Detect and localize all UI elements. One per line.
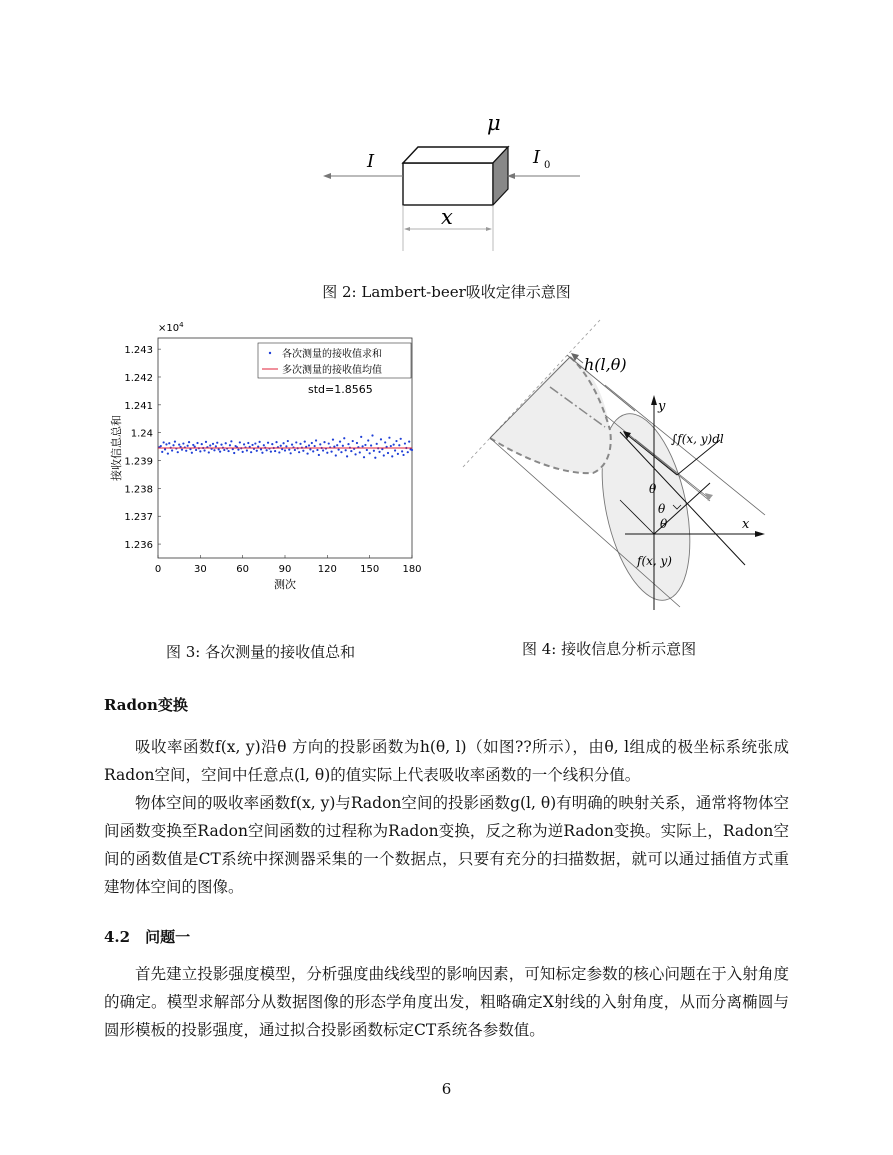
data-point [309, 448, 311, 450]
data-point [188, 441, 190, 443]
data-point [388, 437, 390, 439]
data-point [378, 451, 380, 453]
data-point [278, 451, 280, 453]
data-point [178, 444, 180, 446]
data-point [194, 446, 196, 448]
data-point [369, 452, 371, 454]
data-point [285, 445, 287, 447]
data-point [404, 442, 406, 444]
y-tick-label: 1.24 [130, 428, 153, 440]
data-point [340, 451, 342, 453]
projection-region [490, 357, 611, 473]
data-point [290, 452, 292, 454]
data-point [212, 443, 214, 445]
y-tick-label: 1.241 [124, 400, 153, 412]
arrow-left-icon [323, 173, 331, 179]
data-point [288, 449, 290, 451]
x-tick-label: 120 [317, 564, 337, 575]
section-4-2-body [104, 960, 789, 1044]
data-point [220, 444, 222, 446]
data-point [233, 452, 235, 454]
data-point [218, 448, 220, 450]
data-point [335, 454, 337, 456]
data-point [260, 448, 262, 450]
data-point [284, 449, 286, 451]
data-point [401, 450, 403, 452]
data-point [395, 440, 397, 442]
data-point [182, 442, 184, 444]
data-point [199, 450, 201, 452]
data-point [160, 445, 162, 447]
data-point [350, 450, 352, 452]
x-tick-label: 30 [193, 564, 207, 575]
data-point [215, 445, 217, 447]
data-point [209, 444, 211, 446]
data-point [352, 440, 354, 442]
y-tick-label: 1.237 [124, 512, 153, 524]
x-axis-label: x [742, 517, 750, 532]
data-point [367, 439, 369, 441]
data-point [318, 454, 320, 456]
data-point [407, 451, 409, 453]
data-point [270, 451, 272, 453]
data-point [247, 442, 249, 444]
x-label: x [441, 205, 453, 229]
theta-label-2: θ [658, 502, 666, 516]
data-point [174, 440, 176, 442]
x-tick-label: 150 [360, 564, 380, 575]
data-point [246, 449, 248, 451]
data-point [316, 449, 318, 451]
legend-entry-mean: 多次测量的接收值均值 [282, 365, 382, 376]
data-point [343, 437, 345, 439]
data-point [339, 440, 341, 442]
data-point [172, 444, 174, 446]
data-point [203, 449, 205, 451]
data-point [191, 452, 193, 454]
data-point [242, 451, 244, 453]
integral-label: ∫f(x, y)dl [671, 432, 724, 446]
data-point [280, 445, 282, 447]
y-multiplier-label: $\times 10^4$ [158, 321, 184, 334]
data-point [196, 442, 198, 444]
data-point [315, 439, 317, 441]
data-point [287, 440, 289, 442]
data-point [205, 441, 207, 443]
data-point [282, 442, 284, 444]
std-annotation: std=1.8565 [308, 383, 373, 396]
data-point [397, 453, 399, 455]
data-point [393, 444, 395, 446]
data-point [363, 456, 365, 458]
paragraph: 物体空间的吸收率函数f(x, y)与Radon空间的投影函数g(l, θ)有明确的映射关系，通常将物体空间函数变换至Radon空间函数的过程称为Radon变换，反之称为逆Radon变换。实际上，Radon空间的函数值是CT系统中探测器采集的一个数据点，只要有充分的扫描数据，就可以通过插值方式重建物体空间的图像。 [104, 794, 789, 896]
y-tick-label: 1.239 [124, 456, 153, 468]
data-point [229, 444, 231, 446]
data-point [338, 449, 340, 451]
data-point [390, 445, 392, 447]
data-point [336, 444, 338, 446]
data-point [323, 441, 325, 443]
paragraph: 吸收率函数f(x, y)沿θ 方向的投影函数为h(θ, l)（如图??所示），由θ, l组成的极坐标系统张成Radon空间，空间中任意点(l, θ)的值实际上代表吸收率函数的一个线积分值。 [104, 738, 789, 784]
data-point [408, 440, 410, 442]
data-point [257, 446, 259, 448]
data-point [304, 440, 306, 442]
legend-entry-points: 各次测量的接收值求和 [282, 349, 382, 360]
data-point [347, 443, 349, 445]
data-point [195, 449, 197, 451]
data-point [402, 454, 404, 456]
data-point [163, 441, 165, 443]
data-point [263, 444, 265, 446]
theta-label-1: θ [649, 482, 657, 496]
data-point [213, 449, 215, 451]
data-point [275, 441, 277, 443]
data-point [266, 449, 268, 451]
i-label: I [367, 151, 375, 172]
data-point [164, 448, 166, 450]
data-point [187, 445, 189, 447]
data-point [333, 446, 335, 448]
data-point [387, 452, 389, 454]
data-point [177, 451, 179, 453]
page-number: 6 [441, 1080, 452, 1098]
data-point [294, 449, 296, 451]
figure-4-diagram [455, 315, 785, 610]
data-point [219, 451, 221, 453]
data-point [192, 444, 194, 446]
data-point [394, 449, 396, 451]
data-point [330, 451, 332, 453]
data-point [308, 444, 310, 446]
data-point [254, 442, 256, 444]
arrow-icon [705, 493, 713, 501]
figure-4-caption: 图 4: 接收信息分析示意图 [522, 640, 697, 658]
data-point [302, 450, 304, 452]
data-point [223, 449, 225, 451]
data-point [171, 449, 173, 451]
data-point [230, 440, 232, 442]
x-tick-label: 60 [236, 564, 250, 575]
figure-2-diagram [315, 105, 585, 255]
data-point [384, 441, 386, 443]
legend-point-marker [269, 352, 271, 354]
data-point [256, 450, 258, 452]
absorber-box-top [403, 147, 508, 163]
data-point [366, 449, 368, 451]
data-point [259, 441, 261, 443]
section-radon-body [104, 733, 789, 901]
data-point [243, 443, 245, 445]
data-point [299, 443, 301, 445]
data-point [400, 438, 402, 440]
i0-label: I [533, 147, 541, 168]
data-point [237, 449, 239, 451]
data-point [360, 436, 362, 438]
y-tick-label: 1.242 [124, 372, 153, 384]
data-point [319, 443, 321, 445]
data-point [251, 444, 253, 446]
data-point [208, 451, 210, 453]
data-point [374, 457, 376, 459]
section-title-4-2: 4.2 问题一 [104, 928, 191, 946]
data-point [161, 451, 163, 453]
f-xy-label: f(x, y) [637, 554, 672, 568]
y-axis-label: 接收信息总和 [110, 415, 123, 481]
data-point [383, 454, 385, 456]
data-point [295, 441, 297, 443]
data-point [346, 455, 348, 457]
data-point [345, 449, 347, 451]
data-point [359, 451, 361, 453]
data-point [185, 450, 187, 452]
data-point [411, 449, 413, 451]
data-point [167, 452, 169, 454]
data-point [371, 434, 373, 436]
h-function-label: h(l,θ) [584, 355, 627, 374]
data-point [373, 450, 375, 452]
data-point [354, 453, 356, 455]
data-point [239, 441, 241, 443]
mu-label: μ [487, 111, 501, 135]
y-tick-label: 1.236 [124, 540, 153, 552]
data-point [356, 442, 358, 444]
data-point [391, 455, 393, 457]
data-point [261, 452, 263, 454]
y-tick-label: 1.238 [124, 484, 153, 496]
data-point [271, 443, 273, 445]
x-tick-label: 0 [154, 564, 162, 575]
data-point [165, 443, 167, 445]
section-title-radon: Radon变换 [104, 696, 188, 714]
figure-3-caption: 图 3: 各次测量的接收值总和 [166, 643, 356, 661]
data-point [201, 443, 203, 445]
data-point [370, 444, 372, 446]
x-axis-label: 测次 [274, 578, 296, 591]
data-point [227, 450, 229, 452]
data-point [267, 442, 269, 444]
data-point [342, 445, 344, 447]
data-point [314, 445, 316, 447]
data-point [398, 444, 400, 446]
figure-3-chart [98, 318, 438, 598]
data-point [376, 443, 378, 445]
y-tick-label: 1.243 [124, 345, 153, 357]
x-tick-label: 180 [402, 564, 422, 575]
data-point [322, 449, 324, 451]
data-point [328, 442, 330, 444]
chart-legend [258, 343, 411, 378]
data-point [380, 438, 382, 440]
i0-subscript: 0 [544, 160, 551, 171]
absorber-box-front [403, 163, 493, 205]
data-point [326, 452, 328, 454]
data-point [362, 445, 364, 447]
data-point [364, 444, 366, 446]
data-point [311, 442, 313, 444]
data-point [250, 451, 252, 453]
data-point [332, 439, 334, 441]
y-axis-label: y [658, 399, 666, 414]
data-point [274, 450, 276, 452]
data-point [168, 442, 170, 444]
theta-label-3: θ [660, 517, 668, 531]
x-tick-label: 90 [278, 564, 292, 575]
paragraph: 首先建立投影强度模型，分析强度曲线线型的影响因素，可知标定参数的核心问题在于入射角度的确定。模型求解部分从数据图像的形态学角度出发，粗略确定X射线的入射角度，从而分离椭圆与圆形模板的投影强度，通过拟合投影函数标定CT系统各参数值。 [104, 965, 789, 1039]
data-point [312, 450, 314, 452]
data-point [291, 444, 293, 446]
figure-2-caption: 图 2: Lambert-beer吸收定律示意图 [322, 283, 571, 301]
data-point [181, 449, 183, 451]
data-point [225, 442, 227, 444]
data-point [298, 451, 300, 453]
data-point [216, 442, 218, 444]
data-point [306, 452, 308, 454]
